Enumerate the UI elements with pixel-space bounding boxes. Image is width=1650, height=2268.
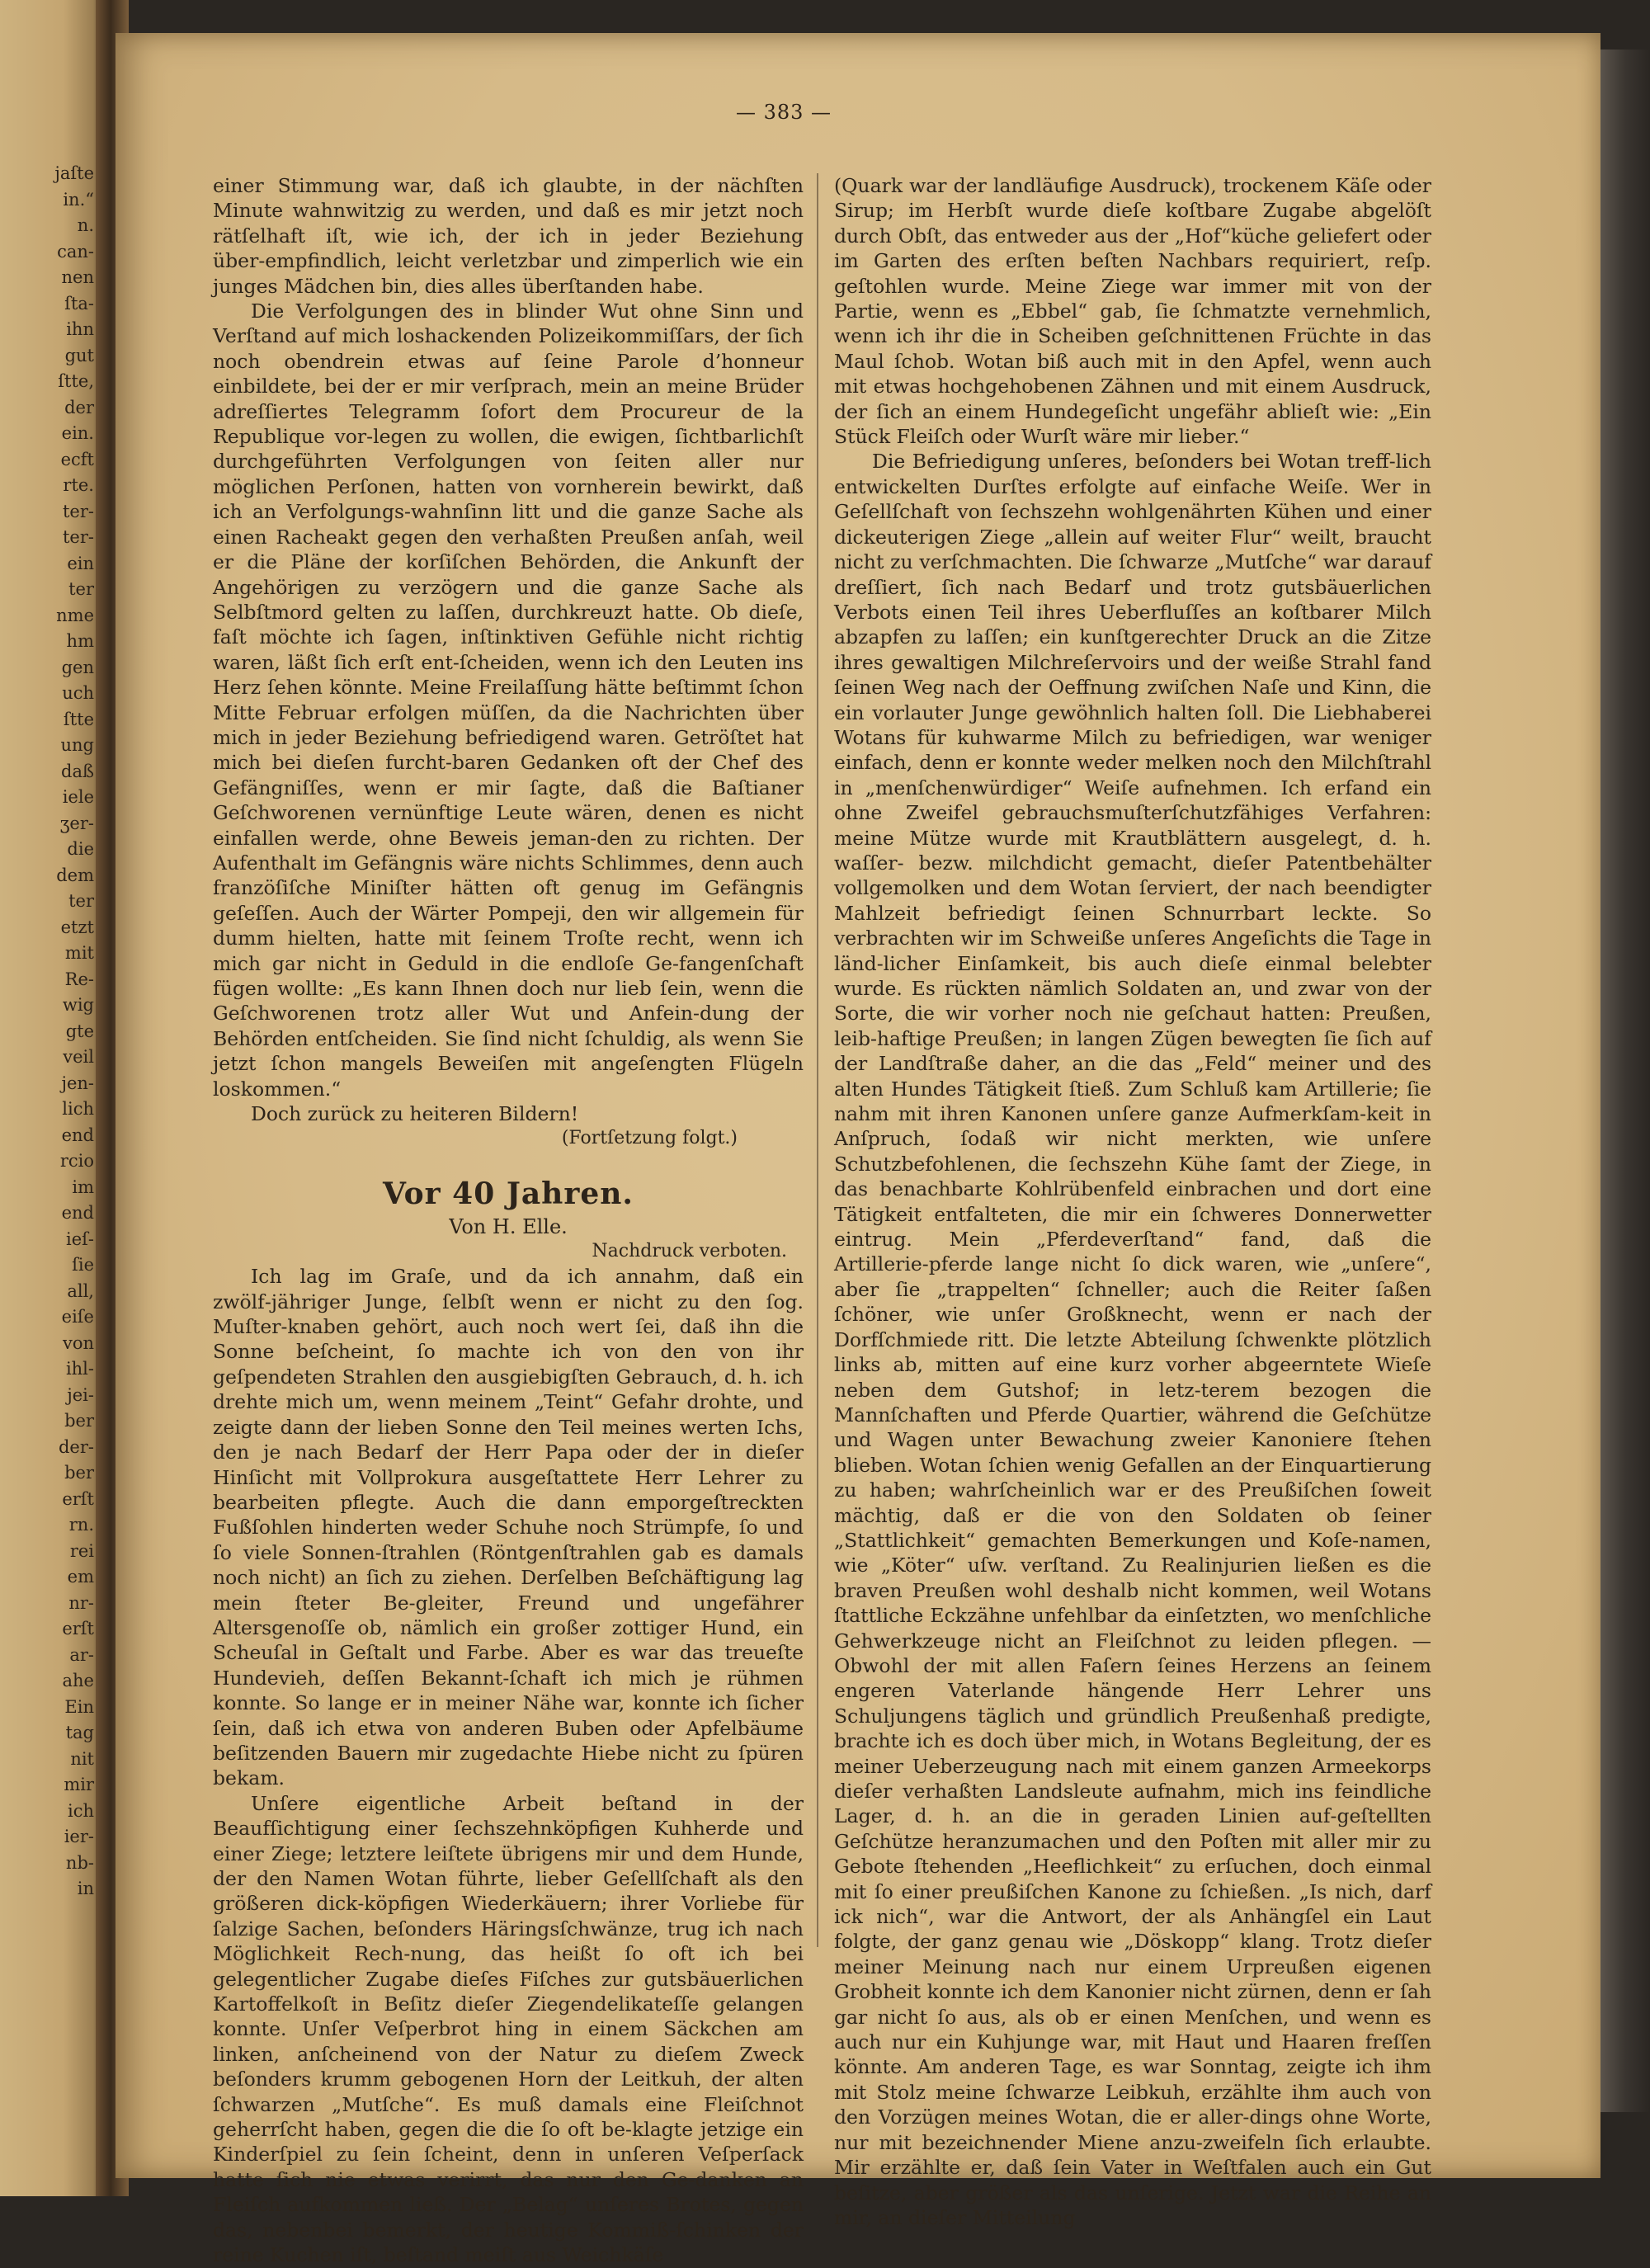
previous-page-fragment: ter‑ xyxy=(62,501,94,521)
previous-page-fragment: wig xyxy=(62,995,94,1015)
previous-page-fragment: ich xyxy=(67,1800,94,1821)
previous-page-fragment: ber xyxy=(64,1411,94,1431)
paragraph: Die Befriedigung unſeres, beſonders bei Wotan treff‑lich entwickelten Durſtes erfolgte auf einfache Weiſe. Wer in Geſellſchaft von ſechszehn wohlgenährten Kühen und einer dickeuterigen Ziege „allein auf weiter Flur“ weilt, braucht nicht zu verſchmachten. Die ſchwarze „Mutſche“ war darauf dreſſiert, ſich nach Bedarf und trotz gutsbäuerlichen Verbots einen Teil ihres Ueberfluſſes an koſtbarer Milch abzapfen zu laſſen; ein kunſtgerechter Druck an die Zitze ihres gewaltigen Milchreſervoirs und der weiße Strahl fand ſeinen Weg nach der Oeffnung zwiſchen Naſe und Kinn, die ein vorlauter Junge gewöhnlich halten ſoll. Die Liebhaberei Wotans für kuhwarme Milch zu befriedigen, war weniger einfach, denn er konnte weder melken noch den Milchſtrahl in „menſchenwürdiger“ Weiſe aufnehmen. Ich erfand ein ohne Zweifel gebrauchsmuſterſchutzfähiges Verfahren: meine Mütze wurde mit Krautblättern ausgelegt, d. h. waſſer‑ bezw. milchdicht gemacht, dieſer Patentbehälter vollgemolken und dem Wotan ſerviert, der nach beendigter Mahlzeit befriedigt ſeinen Schnurrbart leckte. So verbrachten wir im Schweiße unſeres Angeſichts die Tage in länd‑licher Einſamkeit, bis auch dieſe einmal belebter wurde. Es rückten nämlich Soldaten an, und zwar von der Sorte, die wir vorher noch nie geſchaut hatten: Preußen, leib‑haftige Preußen; in langen Zügen bewegten ſie ſich auf der Landſtraße daher, an die das „Feld“ meiner und des alten Hundes Tätigkeit ſtieß. Zum Schluß kam Artillerie; ſie nahm mit ihren Kanonen unſere ganze Aufmerkſam‑keit in Anſpruch, ſodaß wir nicht merkten, wie unſere Schutzbefohlenen, die ſechszehn Kühe ſamt der Ziege, in das benachbarte Kohlrübenfeld einbrachen und dort eine Tätigkeit entfalteten, die mir ein ſchweres Donnerwetter eintrug. Mein „Pferdeverſtand“ fand, daß die Artillerie‑pferde lange nicht ſo dick waren, wie „unſere“, aber ſie „trappelten“ ſchneller; auch die Reiter ſaßen ſchöner, wie unſer Großknecht, wenn er nach der Dorfſchmiede ritt. Die letzte Abteilung ſchwenkte plötzlich links ab, mitten auf eine kurz vorher abgeerntete Wieſe neben dem Gutshof; in letz‑terem bezogen die Mannſchaften und Pferde Quartier, während die Geſchütze und Wagen unter Bewachung zweier Kanoniere ſtehen blieben. Wotan ſchien wenig Gefallen an der Einquartierung zu haben; wahrſcheinlich war er des Preußiſchen ſoweit mächtig, daß er die von den Soldaten ob ſeiner „Stattlichkeit“ gemachten Bemerkungen und Koſe‑namen, wie „Köter“ uſw. verſtand. Zu Realinjurien ließen es die braven Preußen wohl deshalb nicht kommen, weil Wotans ſtattliche Eckzähne unfehlbar da einſetzten, wo menſchliche Gehwerkzeuge nicht an Fleiſchnot zu leiden pflegen. — Obwohl der mit allen Faſern ſeines Herzens an ſeinem engeren Vaterlande hängende Herr Lehrer uns Schuljungens täglich und gründlich Preußenhaß predigte, brachte ich es doch über mich, in Wotans Begleitung, der es meiner Ueberzeugung nach mit einem ganzen Armeekorps dieſer verhaßten Landsleute aufnahm, mich ins feindliche Lager, d. h. an die in geraden Linien auf‑geſtellten Geſchütze heranzumachen und den Poſten mit aller mir zu Gebote ſtehenden „Heeflichkeit“ zu erſuchen, doch einmal mit ſo einer preußiſchen Kanone zu ſchießen. „Is nich, darf ick nich“, war die Antwort, der als Anhängſel ein Laut folgte, der ganz genau wie „Döskopp“ klang. Trotz dieſer meiner Meinung nach nur einem Urpreußen eigenen Grobheit konnte ich dem Kanonier nicht zürnen, denn er ſah gar nicht ſo aus, als ob er einen Menſchen, und wenn es auch nur ein Kuhjunge war, mit Haut und Haaren freſſen könnte. Am anderen Tage, es war Sonntag, zeigte ich ihm mit Stolz meine ſchwarze Leibkuh, erzählte ihm auch von den Vorzügen meines Wotan, die er aller‑dings ohne Worte, nur mit bezeichnender Miene anzu‑zweifeln ſich erlaubte. Mir erzählte er, daß ſein Vater in Weſtfalen auch ein Gut beſitze, aber größer als das unſerige. Jetzt war die Reihe an mir, an dieſer Mitteilung xyxy=(834,450,1431,2229)
previous-page-fragment: mit xyxy=(64,943,94,963)
article-title: Vor 40 Jahren. xyxy=(383,1176,634,1211)
previous-page-fragment: nme xyxy=(56,605,94,625)
previous-page-fragment: dem xyxy=(56,865,94,885)
previous-page-fragment: mir xyxy=(64,1775,94,1794)
previous-page-fragment: ung xyxy=(60,735,94,755)
previous-page-fragment: der xyxy=(64,397,94,417)
previous-page-fragment: eiſe xyxy=(61,1307,94,1327)
previous-page-fragment: em xyxy=(67,1567,94,1587)
column-divider xyxy=(817,173,818,1947)
previous-page-fragment: rcio xyxy=(59,1151,94,1171)
previous-page-fragment: nen xyxy=(61,267,94,287)
previous-page-fragment: ſta‑ xyxy=(64,293,94,314)
previous-page-fragment: Ein xyxy=(64,1696,94,1717)
previous-page-fragment: ʒer‑ xyxy=(59,813,94,833)
previous-page-fragment: in.“ xyxy=(63,189,94,210)
continuation-note: (Fortſetzung folgt.) xyxy=(561,1128,738,1149)
previous-page-fragment: ſtte xyxy=(63,709,94,729)
previous-page-fragment: ter‑ xyxy=(62,527,94,547)
previous-page-fragment: can‑ xyxy=(57,241,94,262)
previous-page-fragment: ber xyxy=(64,1463,94,1483)
previous-page-fragment: jei‑ xyxy=(67,1384,94,1405)
previous-page-fragment: hm xyxy=(66,631,94,651)
previous-page-fragment: nit xyxy=(70,1748,94,1769)
previous-page-fragment: n. xyxy=(77,215,94,235)
previous-page-fragment: ier‑ xyxy=(64,1827,94,1846)
previous-page-fragment: der‑ xyxy=(58,1436,94,1457)
previous-page-fragment: rn. xyxy=(68,1515,94,1535)
previous-page-fragment: ahe xyxy=(62,1671,94,1690)
previous-page-fragment: von xyxy=(62,1332,94,1353)
reprint-notice: Nachdruck verboten. xyxy=(592,1240,787,1261)
previous-page-fragment: jen‑ xyxy=(61,1073,94,1093)
previous-page-fragment: gen xyxy=(61,657,94,677)
previous-page-fragment: ar‑ xyxy=(69,1644,94,1665)
paragraph: Doch zurück zu heiteren Bildern! xyxy=(251,1102,579,1126)
book-cover-edge xyxy=(1600,50,1650,2112)
previous-page-fragment: etzt xyxy=(60,917,94,937)
previous-page-fragment: im xyxy=(72,1176,94,1197)
previous-page-fragment: tag xyxy=(65,1723,94,1742)
paragraph: Unſere eigentliche Arbeit beſtand in der Beaufſichtigung einer ſechszehnköpfigen Kuhherde und einer Ziege; letztere leiſtete übrigens mir und dem Hunde, der den Namen Wotan führte, lieber Geſellſchaft als den größeren dick‑köpfigen Wiederkäuern; ihrer Vorliebe für ſalzige Sachen, beſonders Häringsſchwänze, trug ich nach Möglichkeit Rech‑nung, das heißt ſo oft ich bei gelegentlicher Zugabe dieſes Fiſches zur gutsbäuerlichen Kartoffelkoſt in Beſitz dieſer Ziegendelikateſſe gelangen konnte. Unſer Veſperbrot hing in einem Säckchen am linken, anſcheinend von der Natur zu dieſem Zweck beſonders krumm gebogenen Horn der Leitkuh, der alten ſchwarzen „Mutſche“. Es muß damals eine Fleiſchnot geherrſcht haben, gegen die die ſo oft be‑klagte jetzige ein Kinderſpiel zu ſein ſcheint, denn in unſeren Veſperſack hatte ſich nie etwas verirrt, das nur den Ge‑danken an Fleiſch aufkommen ließ. Der „Belag“ unſeres Brotes, gegen das, nebenbei bemerkt, der heutige Kommiß‑ſchinken der reine Kuchen iſt, beſtand meiſt aus Weichkäſe xyxy=(213,1791,804,2267)
previous-page-fragment: end xyxy=(61,1203,94,1223)
previous-page-fragment: uch xyxy=(62,683,94,703)
previous-page-fragment: ſie xyxy=(72,1255,94,1275)
left-column xyxy=(213,173,804,2268)
paragraph: Ich lag im Graſe, und da ich annahm, daß ein zwölf‑jähriger Junge, ſelbſt wenn er nicht zu den ſog. Muſter‑knaben gehört, auch noch wert ſei, daß ihn die Sonne beſcheint, ſo machte ich von den von ihr geſpendeten Strahlen den ausgiebigſten Gebrauch, d. h. ich drehte mich um, wenn meinem „Teint“ Gefahr drohte, und zeigte dann der lieben Sonne den Teil meines werten Ichs, den je nach Bedarf der Herr Papa oder der in dieſer Hinſicht mit Vollprokura ausgeſtattete Herr Lehrer zu bearbeiten pflegte. Auch die dann emporgeſtreckten Fußſohlen hinderten weder Schuhe noch Strümpfe, ſo und ſo viele Sonnen‑ſtrahlen (Röntgenſtrahlen gab es damals noch nicht) an ſich zu ziehen. Derſelben Beſchäftigung lag mein ſteter Be‑gleiter, Freund und ungefährer Altersgenoſſe ob, nämlich ein großer zottiger Hund, ein Scheuſal in Geſtalt und Farbe. Aber es war das treueſte Hundevieh, deſſen Bekannt‑ſchaft ich mich je rühmen konnte. So lange er in meiner Nähe war, konnte ich ſicher ſein, daß ich etwa von anderen Buben oder Apfelbäume beſitzenden Bauern mir zugedachte Hiebe nicht zu ſpüren bekam. xyxy=(213,1265,804,1790)
previous-page-fragment: erſt xyxy=(62,1619,94,1639)
previous-page-fragment: jaſte xyxy=(54,163,94,183)
previous-page-fragment: ter xyxy=(68,579,94,599)
previous-page-fragment: veil xyxy=(63,1047,94,1067)
right-column xyxy=(834,173,1431,2230)
previous-page-fragment: daß xyxy=(61,761,94,781)
previous-page-fragment: end xyxy=(61,1125,94,1145)
previous-page-fragment: Re‑ xyxy=(64,969,94,989)
previous-page-fragment: gte xyxy=(65,1021,94,1041)
previous-page-fragment: ihl‑ xyxy=(65,1359,94,1379)
previous-page-fragment: erſt xyxy=(62,1488,94,1509)
previous-page-fragment: ecft xyxy=(60,449,94,469)
previous-page-fragment: ter xyxy=(68,891,94,911)
previous-page-fragment: ein xyxy=(67,553,94,573)
previous-page-fragment: rte. xyxy=(63,475,94,495)
previous-page-fragment: nb‑ xyxy=(65,1852,94,1873)
previous-page-fragment: lich xyxy=(62,1099,94,1119)
previous-page-fragment: ihn xyxy=(66,319,94,339)
paragraph: einer Stimmung war, daß ich glaubte, in der nächſten Minute wahnwitzig zu werden, und daß es mir jetzt noch rätſelhaft iſt, wie ich, der ich in jeder Beziehung über‑empfindlich, leicht verletzbar und zimperlich wie ein junges Mädchen bin, dies alles überſtanden habe. xyxy=(213,174,804,298)
previous-page-fragment: nr‑ xyxy=(68,1592,94,1613)
previous-page-fragment: gut xyxy=(64,345,94,365)
previous-page-fragment: ſtte, xyxy=(58,371,94,391)
previous-page-fragment: all, xyxy=(67,1280,94,1301)
previous-page-fragment: rei xyxy=(69,1540,94,1561)
previous-page-fragment: ieſ‑ xyxy=(65,1228,94,1249)
page-number: — 383 — xyxy=(735,101,832,124)
previous-page-fragment: ein. xyxy=(61,423,94,443)
paragraph: (Quark war der landläufige Ausdruck), trockenem Käſe oder Sirup; im Herbſt wurde dieſe koſtbare Zugabe abgelöſt durch Obſt, das entweder aus der „Hof“küche geliefert oder im Garten des erſten beſten Nachbars requiriert, reſp. geſtohlen wurde. Meine Ziege war immer mit von der Partie, wenn es „Ebbel“ gab, ſie ſchmatzte vernehmlich, wenn ich ihr die in Scheiben geſchnittenen Früchte in das Maul ſchob. Wotan biß auch mit in den Apfel, wenn auch mit etwas hochgehobenen Zähnen und mit einem Ausdruck, der ſich an einem Hundegeſicht ungefähr ablieſt wie: „Ein Stück Fleiſch oder Wurſt wäre mir lieber.“ xyxy=(834,174,1431,449)
previous-page-fragment: in xyxy=(77,1879,94,1898)
previous-page-edge xyxy=(0,0,106,2196)
previous-page-fragment: die xyxy=(67,839,94,859)
previous-page-fragment: iele xyxy=(62,787,94,807)
article-byline: Von H. Elle. xyxy=(449,1214,568,1238)
paragraph: Die Verfolgungen des in blinder Wut ohne Sinn und Verſtand auf mich loshackenden Polizeikommiſſars, der ſich noch obendrein etwas auf ſeine Parole d’honneur einbildete, bei der er mir verſprach, mein an meine Brüder adreſſiertes Telegramm ſofort dem Procureur de la Republique vor‑legen zu wollen, die ewigen, ſichtbarlichſt durchgeführten Verfolgungen von ſeiten aller nur möglichen Perſonen, hatten von vornherein bewirkt, daß ich an Verfolgungs‑wahnſinn litt und die ganze Sache als einen Racheakt gegen den verhaßten Preußen anſah, weil er die Pläne der korſiſchen Behörden, die Ankunft der Angehörigen zu verzögern und die ganze Sache als Selbſtmord gelten zu laſſen, durchkreuzt hatte. Ob dieſe, faſt möchte ich ſagen, inſtinktiven Gefühle nicht richtig waren, läßt ſich erſt ent‑ſcheiden, wenn ich den Leuten ins Herz ſehen könnte. Meine Freilaſſung hätte beſtimmt ſchon Mitte Februar erfolgen müſſen, da die Nachrichten über mich in jeder Beziehung befriedigend waren. Getröſtet hat mich bei dieſen furcht‑baren Gedanken oft der Chef des Gefängniſſes, wenn er mir ſagte, daß die Baſtianer Geſchworenen vernünftige Leute wären, denen es nicht einfallen werde, ohne Beweis jeman‑den zu richten. Der Aufenthalt im Gefängnis wäre nichts Schlimmes, denn auch franzöſiſche Miniſter hätten oft genug im Gefängnis geſeſſen. Auch der Wärter Pompeji, den wir allgemein für dumm hielten, hatte mit ſeinem Troſte recht, wenn ich mich gar nicht in Geduld in die endloſe Ge‑fangenſchaft fügen wollte: „Es kann Ihnen doch nur lieb ſein, wenn die Geſchworenen trotz aller Wut und Anfein‑dung der Behörden entſcheiden. Sie ſind nicht ſchuldig, als wenn Sie jetzt ſchon mangels Beweiſen mit angeſengten Flügeln loskommen.“ xyxy=(213,299,804,1101)
